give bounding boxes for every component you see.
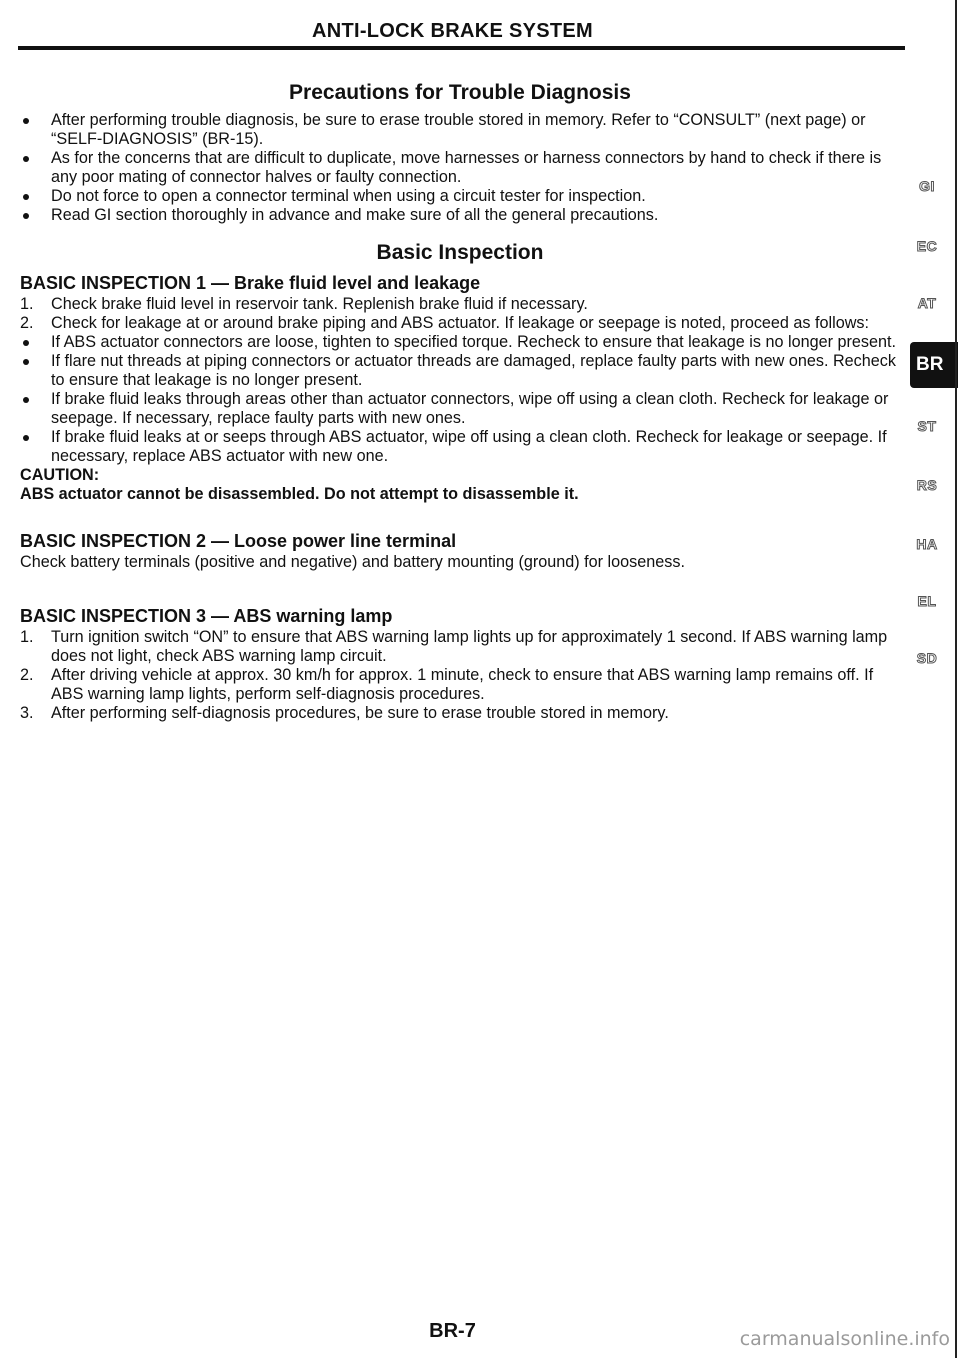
main-content: [20, 80, 900, 723]
page-header-title: ANTI-LOCK BRAKE SYSTEM: [311, 20, 594, 42]
step-text: Check for leakage at or around brake piping and ABS actuator. If leakage or seepage is noted, proceed as follows:: [51, 314, 869, 332]
inspection-step: [20, 314, 900, 333]
section-tab-at[interactable]: AT: [917, 295, 937, 311]
watermark: carmanualsonline.info: [739, 1328, 950, 1350]
inspection-3-title: BASIC INSPECTION 3 — ABS warning lamp: [20, 606, 393, 626]
section-tab-ha[interactable]: HA: [916, 536, 938, 552]
section-tab-gi[interactable]: GI: [919, 178, 935, 194]
step-text: Check brake fluid level in reservoir tank. Replenish brake fluid if necessary.: [51, 295, 588, 313]
inspection-bullet: If brake fluid leaks at or seeps through ABS actuator, wipe off using a clean cloth. Recheck for leakage or seepage. If necessary, replace ABS actuator with new one.: [20, 428, 900, 466]
caution-label: CAUTION:: [20, 466, 100, 484]
precaution-item: Do not force to open a connector terminal when using a circuit tester for inspection.: [20, 187, 900, 206]
step-number: 3.: [20, 704, 34, 722]
inspection-step: [20, 628, 900, 666]
section-tab-ec[interactable]: EC: [916, 238, 938, 254]
inspection-step: [20, 704, 900, 723]
basic-inspection-title: Basic Inspection: [376, 241, 544, 264]
inspection-bullet: If brake fluid leaks through areas other than actuator connectors, wipe off using a clean cloth. Recheck for leakage or seepage. If necessary, replace faulty parts with new ones.: [20, 390, 900, 428]
step-text: After driving vehicle at approx. 30 km/h for approx. 1 minute, check to ensure that ABS warning lamp remains off. If ABS warning lamp lights, perform self-diagnosis procedures.: [51, 666, 874, 703]
step-text: After performing self-diagnosis procedures, be sure to erase trouble stored in memory.: [51, 704, 669, 722]
section-tab-rs[interactable]: RS: [916, 477, 938, 493]
inspection-step: [20, 666, 900, 704]
section-tab-sd[interactable]: SD: [916, 650, 938, 666]
page-edge-line: [955, 0, 957, 1358]
step-text: Turn ignition switch “ON” to ensure that ABS warning lamp lights up for approximately 1 second. If ABS warning lamp does not light, check ABS warning lamp circuit.: [51, 628, 888, 665]
section-tab-st[interactable]: ST: [917, 418, 937, 434]
inspection-2-text: Check battery terminals (positive and negative) and battery mounting (ground) for looseness.: [20, 553, 685, 571]
header-rule: [18, 46, 905, 50]
inspection-step: [20, 295, 900, 314]
step-number: 1.: [20, 295, 34, 313]
step-number: 2.: [20, 666, 34, 684]
precaution-item: Read GI section thoroughly in advance and make sure of all the general precautions.: [20, 206, 900, 225]
precaution-item: As for the concerns that are difficult to duplicate, move harnesses or harness connectors by hand to check if there is any poor mating of connector halves or faulty connection.: [20, 149, 900, 187]
caution-text: ABS actuator cannot be disassembled. Do not attempt to disassemble it.: [20, 485, 579, 503]
step-number: 1.: [20, 628, 34, 646]
inspection-1-title: BASIC INSPECTION 1 — Brake fluid level and leakage: [20, 273, 481, 293]
step-number: 2.: [20, 314, 34, 332]
section-tab-br-active[interactable]: BR: [910, 342, 958, 388]
inspection-2-title: BASIC INSPECTION 2 — Loose power line terminal: [20, 531, 457, 551]
inspection-bullet: If flare nut threads at piping connectors or actuator threads are damaged, replace faulty parts with new ones. Recheck to ensure that leakage is no longer present.: [20, 352, 900, 390]
page-number: BR-7: [429, 1320, 476, 1342]
precautions-title: Precautions for Trouble Diagnosis: [289, 81, 631, 104]
inspection-bullet: If ABS actuator connectors are loose, tighten to specified torque. Recheck to ensure that leakage is no longer present.: [20, 333, 900, 352]
section-tab-el[interactable]: EL: [917, 593, 937, 609]
precaution-item: After performing trouble diagnosis, be sure to erase trouble stored in memory. Refer to “CONSULT” (next page) or “SELF-DIAGNOSIS” (BR-15).: [20, 111, 900, 149]
